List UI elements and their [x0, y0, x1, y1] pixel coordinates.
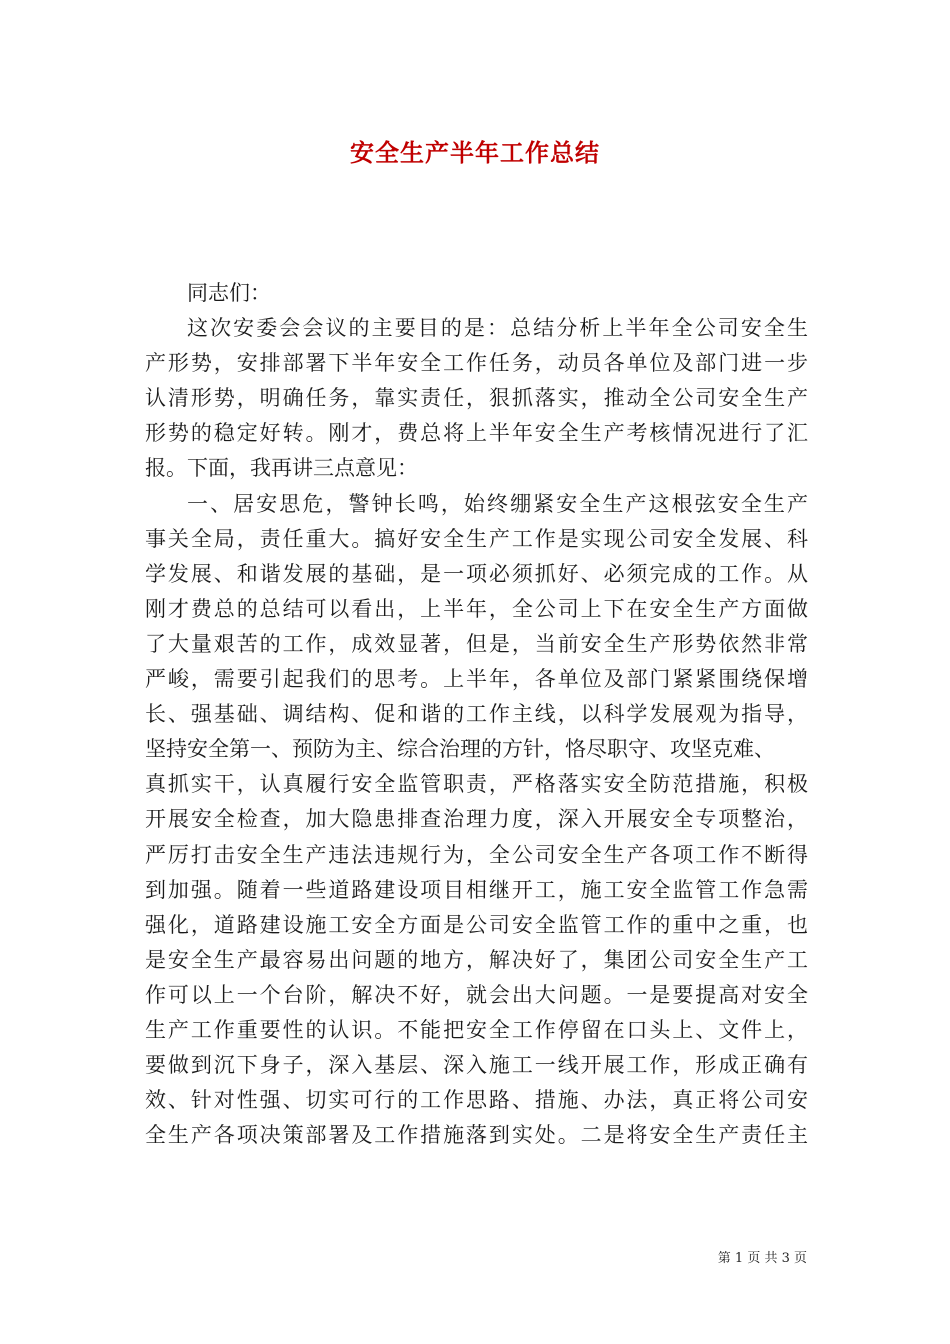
- paragraph-line: 生产工作重要性的认识。不能把安全工作停留在口头上、文件上，: [145, 1017, 808, 1042]
- paragraph-line: 效、针对性强、切实可行的工作思路、措施、办法，真正将公司安: [145, 1088, 808, 1113]
- paragraph-line: 认清形势，明确任务，靠实责任，狠抓落实，推动全公司安全生产: [145, 386, 808, 411]
- paragraph-line: 了大量艰苦的工作，成效显著，但是，当前安全生产形势依然非常: [145, 631, 808, 656]
- page-footer: 第 1 页 共 3 页: [717, 1251, 807, 1266]
- paragraph-line: 作可以上一个台阶，解决不好，就会出大问题。一是要提高对安全: [145, 982, 808, 1007]
- document-title: 安全生产半年工作总结: [350, 139, 600, 167]
- paragraph-line: 报。下面，我再讲三点意见：: [145, 456, 418, 481]
- paragraph-line: 是安全生产最容易出问题的地方，解决好了，集团公司安全生产工: [145, 947, 808, 972]
- paragraph-line: 一、居安思危，警钟长鸣，始终绷紧安全生产这根弦安全生产: [187, 491, 808, 516]
- paragraph-line: 要做到沉下身子，深入基层、深入施工一线开展工作，形成正确有: [145, 1053, 808, 1078]
- paragraph-line: 刚才费总的总结可以看出，上半年，全公司上下在安全生产方面做: [145, 596, 808, 621]
- paragraph-line: 同志们：: [187, 281, 271, 305]
- paragraph-line: 开展安全检查，加大隐患排查治理力度，深入开展安全专项整治，: [145, 807, 808, 832]
- paragraph-line: 这次安委会会议的主要目的是：总结分析上半年全公司安全生: [187, 316, 808, 341]
- paragraph-line: 产形势，安排部署下半年安全工作任务，动员各单位及部门进一步: [145, 351, 808, 376]
- paragraph-line: 坚持安全第一、预防为主、综合治理的方针，恪尽职守、攻坚克难、: [145, 737, 775, 762]
- paragraph-line: 全生产各项决策部署及工作措施落到实处。二是将安全生产责任主: [145, 1123, 808, 1148]
- document-body: [145, 276, 808, 1153]
- paragraph-line: 严厉打击安全生产违法违规行为，全公司安全生产各项工作不断得: [145, 842, 808, 867]
- paragraph-line: 事关全局，责任重大。搞好安全生产工作是实现公司安全发展、科: [145, 526, 808, 551]
- paragraph-line: 学发展、和谐发展的基础，是一项必须抓好、必须完成的工作。从: [145, 561, 808, 586]
- paragraph-line: 到加强。随着一些道路建设项目相继开工，施工安全监管工作急需: [145, 877, 808, 902]
- paragraph-line: 真抓实干，认真履行安全监管职责，严格落实安全防范措施，积极: [145, 772, 808, 797]
- paragraph-line: 长、强基础、调结构、促和谐的工作主线，以科学发展观为指导，: [145, 702, 808, 727]
- paragraph-line: 强化，道路建设施工安全方面是公司安全监管工作的重中之重，也: [145, 912, 808, 937]
- paragraph-line: 形势的稳定好转。刚才，费总将上半年安全生产考核情况进行了汇: [145, 421, 808, 446]
- paragraph-line: 严峻，需要引起我们的思考。上半年，各单位及部门紧紧围绕保增: [145, 667, 808, 692]
